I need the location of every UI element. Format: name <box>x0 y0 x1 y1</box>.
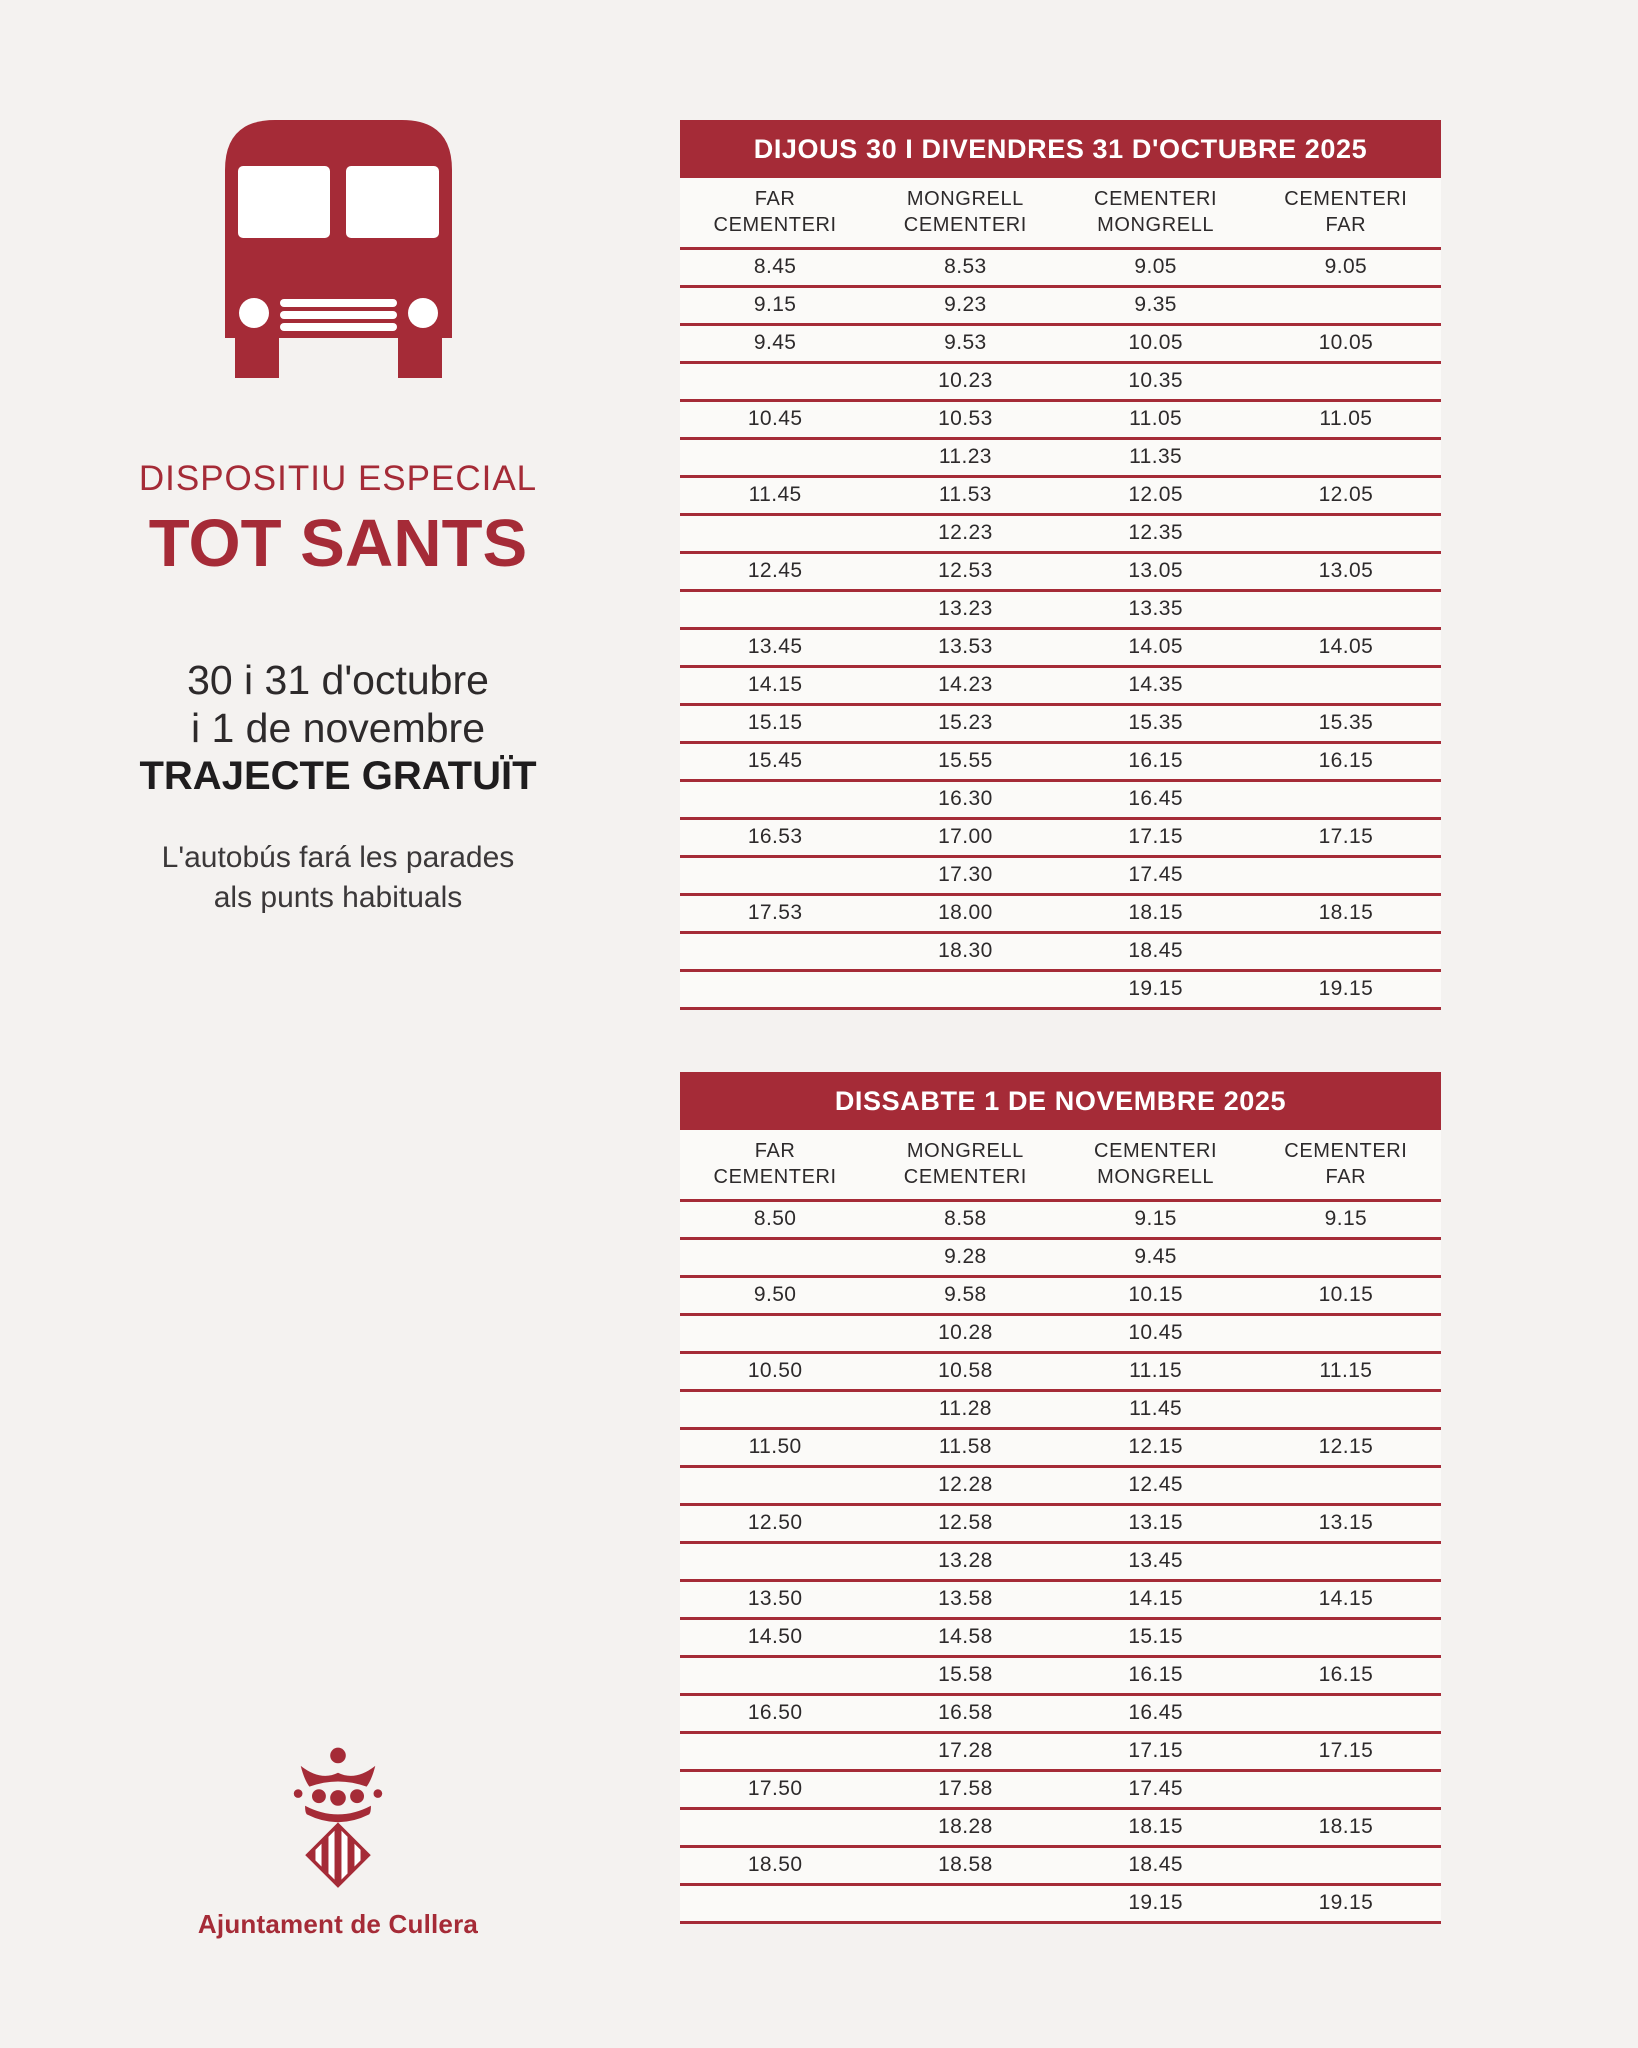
time-cell <box>1251 1618 1441 1656</box>
time-cell: 15.35 <box>1061 704 1251 742</box>
time-cell: 12.50 <box>680 1504 870 1542</box>
timetable-row <box>680 894 1441 932</box>
timetable-oct-30-31 <box>680 120 1441 1010</box>
time-cell <box>1251 362 1441 400</box>
time-cell: 9.05 <box>1251 248 1441 286</box>
timetable-row <box>680 1504 1441 1542</box>
time-cell: 14.05 <box>1061 628 1251 666</box>
time-cell: 15.15 <box>680 704 870 742</box>
timetable-row <box>680 476 1441 514</box>
time-cell: 14.05 <box>1251 628 1441 666</box>
time-cell: 10.05 <box>1061 324 1251 362</box>
timetable-grid <box>680 1130 1441 1924</box>
column-header: MONGRELL CEMENTERI <box>870 178 1060 248</box>
time-cell: 13.35 <box>1061 590 1251 628</box>
timetable-row <box>680 552 1441 590</box>
time-cell: 17.53 <box>680 894 870 932</box>
time-cell: 13.15 <box>1251 1504 1441 1542</box>
time-cell: 12.35 <box>1061 514 1251 552</box>
timetables <box>680 0 1441 2048</box>
time-cell: 11.35 <box>1061 438 1251 476</box>
time-cell <box>680 1808 870 1846</box>
time-cell: 18.28 <box>870 1808 1060 1846</box>
time-cell: 18.45 <box>1061 1846 1251 1884</box>
time-cell: 19.15 <box>1061 970 1251 1008</box>
time-cell <box>680 1314 870 1352</box>
time-cell: 9.53 <box>870 324 1060 362</box>
time-cell: 17.15 <box>1251 818 1441 856</box>
timetable-row <box>680 1694 1441 1732</box>
column-header: CEMENTERI MONGRELL <box>1061 1130 1251 1200</box>
time-cell: 11.45 <box>680 476 870 514</box>
time-cell: 16.30 <box>870 780 1060 818</box>
column-header-row <box>680 1130 1441 1200</box>
time-cell <box>680 1466 870 1504</box>
time-cell: 16.15 <box>1251 1656 1441 1694</box>
time-cell: 18.45 <box>1061 932 1251 970</box>
time-cell: 12.53 <box>870 552 1060 590</box>
time-cell: 13.45 <box>680 628 870 666</box>
time-cell: 16.50 <box>680 1694 870 1732</box>
time-cell <box>680 1884 870 1922</box>
time-cell <box>1251 856 1441 894</box>
time-cell <box>680 514 870 552</box>
time-cell: 11.23 <box>870 438 1060 476</box>
time-cell: 13.50 <box>680 1580 870 1618</box>
dates-line-2: i 1 de novembre <box>190 705 485 751</box>
time-cell: 11.53 <box>870 476 1060 514</box>
timetable-row <box>680 742 1441 780</box>
time-cell <box>680 1656 870 1694</box>
column-header: CEMENTERI FAR <box>1251 1130 1441 1200</box>
time-cell: 8.50 <box>680 1200 870 1238</box>
time-cell <box>680 932 870 970</box>
timetable-row <box>680 628 1441 666</box>
time-cell <box>680 1732 870 1770</box>
time-cell: 19.15 <box>1251 970 1441 1008</box>
time-cell: 12.15 <box>1061 1428 1251 1466</box>
timetable-grid <box>680 178 1441 1010</box>
time-cell: 15.45 <box>680 742 870 780</box>
timetable-title-bar: DIJOUS 30 I DIVENDRES 31 D'OCTUBRE 2025 <box>680 120 1441 178</box>
time-cell <box>1251 590 1441 628</box>
time-cell: 12.45 <box>680 552 870 590</box>
time-cell: 14.50 <box>680 1618 870 1656</box>
timetable-row <box>680 362 1441 400</box>
time-cell: 17.15 <box>1061 818 1251 856</box>
time-cell: 9.23 <box>870 286 1060 324</box>
time-cell <box>1251 780 1441 818</box>
time-cell: 17.15 <box>1251 1732 1441 1770</box>
timetable-row <box>680 438 1441 476</box>
time-cell: 9.15 <box>1251 1200 1441 1238</box>
time-cell: 11.28 <box>870 1390 1060 1428</box>
time-cell: 11.15 <box>1251 1352 1441 1390</box>
timetable-row <box>680 286 1441 324</box>
time-cell: 13.05 <box>1061 552 1251 590</box>
timetable-row <box>680 970 1441 1008</box>
time-cell: 11.58 <box>870 1428 1060 1466</box>
time-cell <box>680 856 870 894</box>
note-line-1: L'autobús fará les parades <box>161 841 515 874</box>
time-cell: 17.00 <box>870 818 1060 856</box>
time-cell: 10.23 <box>870 362 1060 400</box>
time-cell: 14.23 <box>870 666 1060 704</box>
timetable-row <box>680 1352 1441 1390</box>
time-cell: 18.15 <box>1061 1808 1251 1846</box>
time-cell <box>680 1542 870 1580</box>
time-cell: 17.30 <box>870 856 1060 894</box>
time-cell: 9.15 <box>1061 1200 1251 1238</box>
note-block <box>0 838 676 918</box>
time-cell: 9.35 <box>1061 286 1251 324</box>
time-cell: 14.15 <box>1061 1580 1251 1618</box>
time-cell: 15.15 <box>1061 1618 1251 1656</box>
timetable-row <box>680 1618 1441 1656</box>
timetable-row <box>680 1238 1441 1276</box>
timetable-row <box>680 1200 1441 1238</box>
timetable-row <box>680 1656 1441 1694</box>
time-cell: 10.53 <box>870 400 1060 438</box>
time-cell: 18.00 <box>870 894 1060 932</box>
time-cell: 15.23 <box>870 704 1060 742</box>
time-cell: 14.15 <box>1251 1580 1441 1618</box>
dates-line-1: 30 i 31 d'octubre <box>187 657 489 703</box>
column-header-row <box>680 178 1441 248</box>
time-cell <box>1251 514 1441 552</box>
timetable-row <box>680 1428 1441 1466</box>
timetable-row <box>680 1276 1441 1314</box>
timetable-row <box>680 324 1441 362</box>
time-cell: 17.45 <box>1061 856 1251 894</box>
time-cell: 13.05 <box>1251 552 1441 590</box>
time-cell: 10.15 <box>1061 1276 1251 1314</box>
timetable-row <box>680 590 1441 628</box>
time-cell: 17.45 <box>1061 1770 1251 1808</box>
time-cell: 13.45 <box>1061 1542 1251 1580</box>
time-cell: 18.50 <box>680 1846 870 1884</box>
time-cell <box>1251 1390 1441 1428</box>
time-cell: 17.28 <box>870 1732 1060 1770</box>
time-cell: 10.15 <box>1251 1276 1441 1314</box>
timetable-row <box>680 1884 1441 1922</box>
time-cell: 8.53 <box>870 248 1060 286</box>
timetable-row <box>680 780 1441 818</box>
time-cell: 9.45 <box>1061 1238 1251 1276</box>
time-cell: 18.15 <box>1251 894 1441 932</box>
timetable-title-bar: DISSABTE 1 DE NOVEMBRE 2025 <box>680 1072 1441 1130</box>
timetable-row <box>680 1390 1441 1428</box>
time-cell: 10.05 <box>1251 324 1441 362</box>
time-cell: 9.50 <box>680 1276 870 1314</box>
timetable-row <box>680 400 1441 438</box>
column-header: FAR CEMENTERI <box>680 1130 870 1200</box>
time-cell <box>680 362 870 400</box>
time-cell: 18.15 <box>1251 1808 1441 1846</box>
org-name: Ajuntament de Cullera <box>197 1909 479 1939</box>
time-cell <box>1251 666 1441 704</box>
note-line-2: als punts habituals <box>213 881 463 914</box>
time-cell: 14.35 <box>1061 666 1251 704</box>
timetable-row <box>680 1808 1441 1846</box>
time-cell: 14.58 <box>870 1618 1060 1656</box>
time-cell: 12.23 <box>870 514 1060 552</box>
left-panel <box>0 0 676 2048</box>
time-cell: 15.55 <box>870 742 1060 780</box>
time-cell: 16.58 <box>870 1694 1060 1732</box>
time-cell: 17.15 <box>1061 1732 1251 1770</box>
cullera-coat-of-arms-icon <box>286 1736 390 1898</box>
time-cell: 9.05 <box>1061 248 1251 286</box>
time-cell: 13.58 <box>870 1580 1060 1618</box>
timetable-row <box>680 1580 1441 1618</box>
time-cell <box>680 590 870 628</box>
time-cell <box>1251 1314 1441 1352</box>
timetable-row <box>680 248 1441 286</box>
time-cell: 12.28 <box>870 1466 1060 1504</box>
time-cell <box>1251 1770 1441 1808</box>
time-cell: 17.58 <box>870 1770 1060 1808</box>
time-cell: 10.58 <box>870 1352 1060 1390</box>
time-cell: 18.58 <box>870 1846 1060 1884</box>
timetable-row <box>680 1466 1441 1504</box>
column-header: MONGRELL CEMENTERI <box>870 1130 1060 1200</box>
column-header: CEMENTERI FAR <box>1251 178 1441 248</box>
time-cell: 12.05 <box>1061 476 1251 514</box>
poster-title: TOT SANTS <box>148 506 528 581</box>
time-cell <box>1251 1694 1441 1732</box>
time-cell: 13.28 <box>870 1542 1060 1580</box>
time-cell: 16.53 <box>680 818 870 856</box>
timetable-row <box>680 1542 1441 1580</box>
timetable-row <box>680 1732 1441 1770</box>
time-cell <box>680 970 870 1008</box>
timetable-row <box>680 1770 1441 1808</box>
time-cell: 18.30 <box>870 932 1060 970</box>
time-cell <box>870 1884 1060 1922</box>
time-cell <box>1251 1238 1441 1276</box>
time-cell: 11.50 <box>680 1428 870 1466</box>
time-cell: 19.15 <box>1061 1884 1251 1922</box>
time-cell <box>680 1390 870 1428</box>
free-ride-label: TRAJECTE GRATUÏT <box>139 754 537 798</box>
time-cell: 9.15 <box>680 286 870 324</box>
time-cell: 9.28 <box>870 1238 1060 1276</box>
time-cell: 18.15 <box>1061 894 1251 932</box>
dates-block <box>0 656 676 800</box>
time-cell: 19.15 <box>1251 1884 1441 1922</box>
time-cell <box>1251 438 1441 476</box>
time-cell: 11.15 <box>1061 1352 1251 1390</box>
column-header: FAR CEMENTERI <box>680 178 870 248</box>
timetable-nov-1 <box>680 1072 1441 1924</box>
time-cell: 10.28 <box>870 1314 1060 1352</box>
time-cell: 13.15 <box>1061 1504 1251 1542</box>
timetable-row <box>680 704 1441 742</box>
footer <box>0 1736 676 1940</box>
time-cell: 12.58 <box>870 1504 1060 1542</box>
time-cell: 13.23 <box>870 590 1060 628</box>
time-cell: 16.45 <box>1061 1694 1251 1732</box>
time-cell: 15.58 <box>870 1656 1060 1694</box>
time-cell: 8.45 <box>680 248 870 286</box>
bus-icon <box>0 120 676 383</box>
time-cell: 10.45 <box>680 400 870 438</box>
timetable-row <box>680 666 1441 704</box>
time-cell <box>870 970 1060 1008</box>
time-cell: 11.05 <box>1251 400 1441 438</box>
timetable-row <box>680 514 1441 552</box>
time-cell: 9.58 <box>870 1276 1060 1314</box>
timetable-row <box>680 1846 1441 1884</box>
time-cell: 11.45 <box>1061 1390 1251 1428</box>
time-cell: 10.45 <box>1061 1314 1251 1352</box>
time-cell: 14.15 <box>680 666 870 704</box>
timetable-row <box>680 818 1441 856</box>
time-cell: 12.45 <box>1061 1466 1251 1504</box>
time-cell: 16.15 <box>1061 1656 1251 1694</box>
time-cell: 11.05 <box>1061 400 1251 438</box>
time-cell <box>680 780 870 818</box>
time-cell: 15.35 <box>1251 704 1441 742</box>
time-cell: 10.35 <box>1061 362 1251 400</box>
timetable-row <box>680 932 1441 970</box>
time-cell <box>1251 1466 1441 1504</box>
time-cell: 17.50 <box>680 1770 870 1808</box>
time-cell: 16.15 <box>1251 742 1441 780</box>
poster-kicker: DISPOSITIU ESPECIAL <box>138 459 538 498</box>
time-cell: 13.53 <box>870 628 1060 666</box>
time-cell: 16.45 <box>1061 780 1251 818</box>
time-cell: 8.58 <box>870 1200 1060 1238</box>
time-cell <box>1251 1846 1441 1884</box>
time-cell: 9.45 <box>680 324 870 362</box>
time-cell <box>680 438 870 476</box>
timetable-row <box>680 1314 1441 1352</box>
time-cell: 16.15 <box>1061 742 1251 780</box>
time-cell: 10.50 <box>680 1352 870 1390</box>
time-cell: 12.15 <box>1251 1428 1441 1466</box>
time-cell <box>1251 1542 1441 1580</box>
time-cell: 12.05 <box>1251 476 1441 514</box>
time-cell <box>1251 932 1441 970</box>
time-cell <box>1251 286 1441 324</box>
time-cell <box>680 1238 870 1276</box>
timetable-row <box>680 856 1441 894</box>
column-header: CEMENTERI MONGRELL <box>1061 178 1251 248</box>
